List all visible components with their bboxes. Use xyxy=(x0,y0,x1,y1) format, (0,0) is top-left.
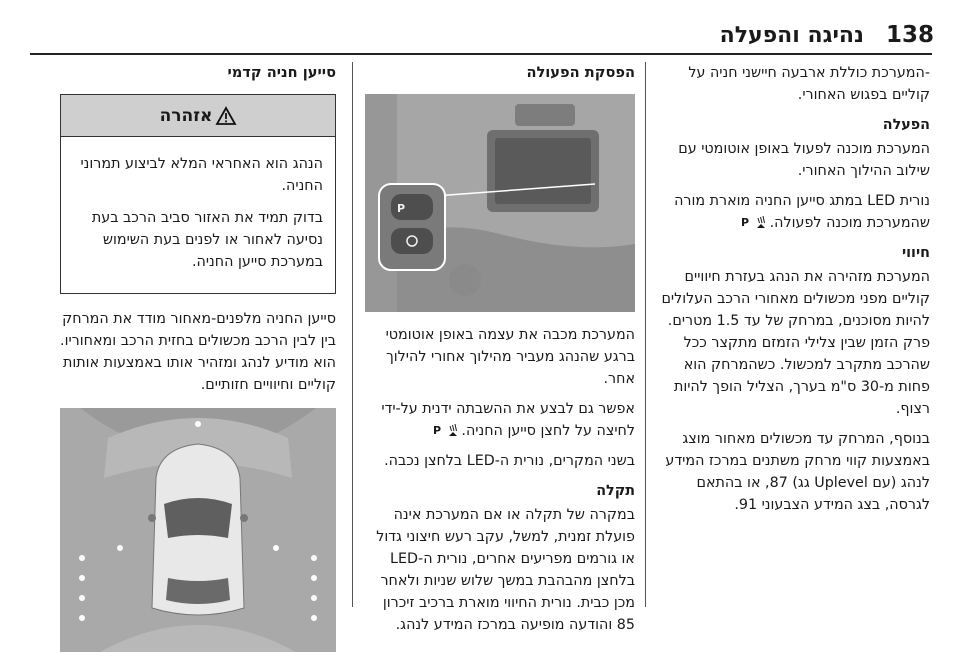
warning-body xyxy=(61,137,335,293)
fault-paragraph: במקרה של תקלה או אם המערכת אינה פועלת זמנית, למשל, עקב רעש חיצוני גדול או גורמים מפריעים אחרים, נורית ה-LED בלחצן מהבהבת במשך שלוש שניות ולאחר מכן כבית. נורית החיווי מוארת ברכיב זיכרון 85 והודעה מופיעה במרכז המידע לנהג. xyxy=(376,507,635,633)
manual-off-paragraph xyxy=(365,398,635,442)
svg-text:P: P xyxy=(432,424,441,437)
warning-triangle-icon xyxy=(216,107,236,125)
activation-paragraph: המערכת מוכנה לפעול באופן אוטומטי עם שילוב ההילוך האחורי. xyxy=(678,141,930,179)
front-parking-description: סייען החניה מלפנים-מאחור מודד את המרחק בין לבין הרכב מכשולים בחזית הרכב ומאחוריו. הוא מודיע לנהג ומזהיר אותו באמצעות אותות קוליים וחיוויים חזותיים. xyxy=(60,311,336,393)
warning-paragraph-1: הנהג הוא האחראי המלא לביצוע תמרוני החניה. xyxy=(80,156,323,194)
parking-assist-icon xyxy=(432,423,457,437)
page-header xyxy=(0,0,960,58)
header-rule xyxy=(30,53,932,55)
auto-off-paragraph: המערכת מכבה את עצמה באופן אוטומטי ברגע שהנהג מעביר מהילוך אחורי להילוך אחר. xyxy=(385,327,635,387)
led-paragraph xyxy=(658,190,930,234)
activation-heading: הפעלה xyxy=(882,117,930,133)
front-parking-title: סייען חניה קדמי xyxy=(227,64,336,81)
led-text: נורית LED במתג סייען החניה מוארת מורה שהמערכת מוכנה לפעולה. xyxy=(674,193,930,231)
warning-paragraph-2: בדוק תמיד את האזור סביב הרכב בעת נסיעה לאחור או לפנים בעת השימוש במערכת סייען החניה. xyxy=(91,210,323,270)
fault-heading: תקלה xyxy=(596,483,635,499)
column-divider-left xyxy=(352,62,353,607)
indication-heading: חיווי xyxy=(901,245,930,261)
page-number: 138 xyxy=(885,22,934,48)
intro-paragraph: -המערכת כוללת ארבעה חיישני חניה על קוליים בפגוש האחורי. xyxy=(688,65,930,103)
middle-column xyxy=(365,62,635,644)
svg-text:P: P xyxy=(741,216,750,229)
dashboard-figure xyxy=(365,94,635,312)
svg-text:P: P xyxy=(396,202,405,215)
warning-box xyxy=(60,94,336,294)
parking-assist-icon xyxy=(741,215,765,229)
warning-header xyxy=(61,95,335,137)
indication-paragraph: המערכת מזהירה את הנהג בעזרת חיוויים קוליים מפני מכשולים מאחורי הרכב העלולים להיות מסוכנים, במרחק של עד 1.5 מטרים. פרק הזמן שבין צלילי הזמזם מתקצר ככל שהרכב מתקרב למכשול. כשהמרחק הוא פחות מ-30 ס"מ בערך, הצליל הופך להיות רצוף. xyxy=(661,269,930,417)
dashboard-illustration xyxy=(365,94,635,312)
led-off-paragraph: בשני המקרים, נורית ה-LED בלחצן נכבה. xyxy=(384,453,635,469)
additional-paragraph: בנוסף, המרחק עד מכשולים מאחור מוצג באמצעות קווי מרחק משתנים במרכז המידע לנהג (עם Uplevel גג) 87, או בהתאם לגרסה, בצג המידע הצבעוני 91. xyxy=(665,431,930,513)
manual-off-text: אפשר גם לבצע את ההשבתה ידנית על-ידי לחיצה על לחצן סייען החניה. xyxy=(381,401,635,439)
car-top-view-illustration xyxy=(60,408,336,652)
right-column xyxy=(658,62,930,524)
chapter-title: נהיגה והפעלה xyxy=(719,23,864,48)
deactivation-title: הפסקת הפעולה xyxy=(526,64,635,81)
warning-title: אזהרה xyxy=(159,105,213,126)
left-column xyxy=(60,62,336,664)
car-sensor-figure xyxy=(60,408,336,652)
column-divider-right xyxy=(645,62,646,607)
